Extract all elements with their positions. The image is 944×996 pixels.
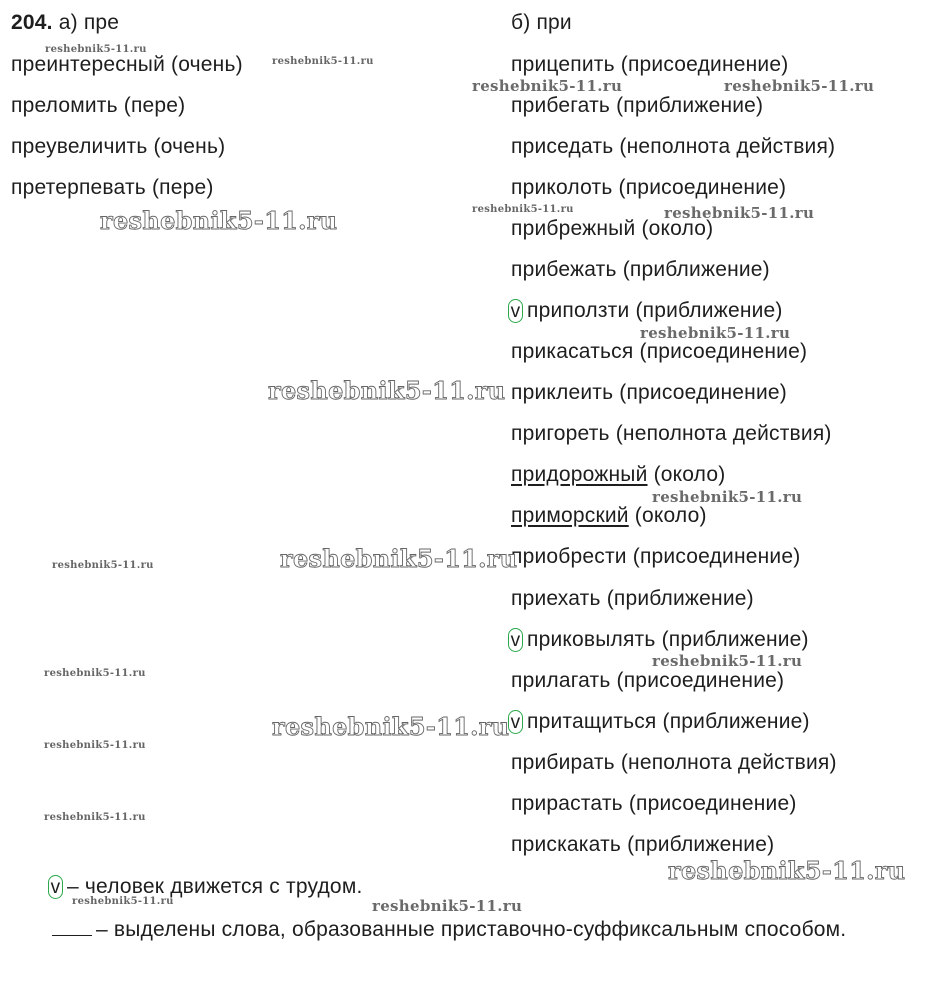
watermark: reshebnik5-11.ru bbox=[52, 560, 154, 571]
col-b-item bbox=[511, 833, 774, 857]
col-b-gloss: (присоединение) bbox=[616, 669, 785, 692]
watermark: reshebnik5-11.ru bbox=[44, 740, 146, 751]
col-b-gloss: (присоединение) bbox=[619, 381, 787, 404]
column-a-title: а) пре bbox=[58, 11, 120, 34]
col-b-word: пригореть bbox=[511, 422, 610, 445]
difficulty-mark-icon: v bbox=[48, 875, 63, 899]
col-b-item bbox=[508, 628, 809, 652]
col-b-gloss: (приближение) bbox=[622, 258, 770, 281]
exercise-number: 204. bbox=[11, 11, 53, 34]
col-b-item bbox=[511, 422, 832, 446]
col-b-gloss: (присоединение) bbox=[639, 340, 808, 363]
watermark: reshebnik5-11.ru bbox=[45, 44, 147, 55]
watermark: reshebnik5-11.ru bbox=[280, 544, 518, 573]
col-b-gloss: (присоединение) bbox=[632, 545, 801, 568]
legend-underline-text: – выделены слова, образованные приставочно-суффиксальным способом. bbox=[96, 918, 847, 941]
watermark: reshebnik5-11.ru bbox=[652, 652, 803, 670]
col-b-word: прирастать bbox=[511, 792, 623, 815]
col-a-item: претерпевать (пере) bbox=[11, 176, 214, 199]
col-b-item bbox=[511, 53, 788, 77]
col-b-item bbox=[511, 504, 707, 528]
col-b-item bbox=[511, 340, 807, 364]
col-b-word: прицепить bbox=[511, 53, 615, 76]
difficulty-mark-icon: v bbox=[508, 710, 523, 734]
watermark: reshebnik5-11.ru bbox=[640, 324, 791, 342]
watermark: reshebnik5-11.ru bbox=[44, 668, 146, 679]
col-b-word: прибрежный bbox=[511, 217, 636, 240]
col-b-item bbox=[511, 669, 784, 693]
col-b-gloss: (приближение) bbox=[662, 710, 810, 733]
watermark: reshebnik5-11.ru bbox=[664, 204, 815, 222]
col-b-item bbox=[511, 258, 770, 282]
col-b-item bbox=[511, 381, 787, 405]
col-b-item bbox=[508, 299, 783, 323]
col-a-item: преинтересный (очень) bbox=[11, 53, 243, 76]
watermark: reshebnik5-11.ru bbox=[372, 897, 523, 915]
exercise-header-a bbox=[11, 11, 119, 35]
col-b-word: прибегать bbox=[511, 94, 611, 117]
difficulty-mark-icon: v bbox=[508, 628, 523, 652]
col-b-item bbox=[511, 545, 800, 569]
difficulty-mark-icon: v bbox=[508, 299, 523, 323]
col-b-gloss: (около) bbox=[641, 217, 714, 240]
watermark: reshebnik5-11.ru bbox=[72, 896, 174, 907]
col-b-item bbox=[511, 463, 725, 487]
col-b-gloss: (около) bbox=[634, 504, 707, 527]
watermark: reshebnik5-11.ru bbox=[724, 77, 875, 95]
col-b-word: приобрести bbox=[511, 545, 627, 568]
col-b-gloss: (около) bbox=[653, 463, 726, 486]
underline-sample bbox=[52, 917, 92, 936]
watermark: reshebnik5-11.ru bbox=[668, 856, 906, 885]
col-b-item bbox=[511, 176, 786, 200]
col-b-gloss: (приближение) bbox=[635, 299, 783, 322]
col-b-word: приколоть bbox=[511, 176, 613, 199]
col-b-word: приползти bbox=[527, 299, 630, 322]
col-b-word: прилагать bbox=[511, 669, 611, 692]
watermark: reshebnik5-11.ru bbox=[472, 77, 623, 95]
col-b-word: приседать bbox=[511, 135, 614, 158]
col-b-word-underlined: придорожный bbox=[511, 463, 648, 486]
watermark: reshebnik5-11.ru bbox=[472, 204, 574, 215]
legend-mark-text: – человек движется с трудом. bbox=[67, 875, 363, 898]
col-b-word: притащиться bbox=[527, 710, 657, 733]
col-b-item bbox=[511, 751, 837, 775]
col-b-gloss: (приближение) bbox=[606, 587, 754, 610]
column-b-title: б) при bbox=[511, 11, 572, 34]
watermark: reshebnik5-11.ru bbox=[268, 376, 506, 405]
col-b-word: приклеить bbox=[511, 381, 614, 404]
watermark: reshebnik5-11.ru bbox=[652, 488, 803, 506]
col-b-word: прикасаться bbox=[511, 340, 634, 363]
col-b-gloss: (приближение) bbox=[627, 833, 775, 856]
col-b-gloss: (неполнота действия) bbox=[619, 135, 836, 158]
col-b-item bbox=[511, 135, 835, 159]
col-b-item bbox=[511, 587, 754, 611]
col-b-word: приковылять bbox=[527, 628, 656, 651]
col-b-gloss: (присоединение) bbox=[628, 792, 797, 815]
col-b-gloss: (приближение) bbox=[616, 94, 764, 117]
col-b-word: прибирать bbox=[511, 751, 615, 774]
col-a-item: преломить (пере) bbox=[11, 94, 186, 117]
col-b-word-underlined: приморский bbox=[511, 504, 629, 527]
col-b-item bbox=[508, 710, 810, 734]
col-b-gloss: (приближение) bbox=[661, 628, 809, 651]
col-a-item: преувеличить (очень) bbox=[11, 135, 226, 158]
watermark: reshebnik5-11.ru bbox=[44, 812, 146, 823]
watermark: reshebnik5-11.ru bbox=[272, 712, 510, 741]
col-b-word: приехать bbox=[511, 587, 601, 610]
col-b-item bbox=[511, 94, 763, 118]
watermark: reshebnik5-11.ru bbox=[272, 56, 374, 67]
col-b-item bbox=[511, 792, 797, 816]
watermark: reshebnik5-11.ru bbox=[100, 206, 338, 235]
col-b-word: прибежать bbox=[511, 258, 617, 281]
col-b-gloss: (присоединение) bbox=[618, 176, 787, 199]
col-b-word: прискакать bbox=[511, 833, 622, 856]
col-b-gloss: (присоединение) bbox=[620, 53, 789, 76]
col-b-gloss: (неполнота действия) bbox=[615, 422, 832, 445]
legend-underline-line bbox=[52, 917, 846, 942]
col-b-gloss: (неполнота действия) bbox=[620, 751, 837, 774]
